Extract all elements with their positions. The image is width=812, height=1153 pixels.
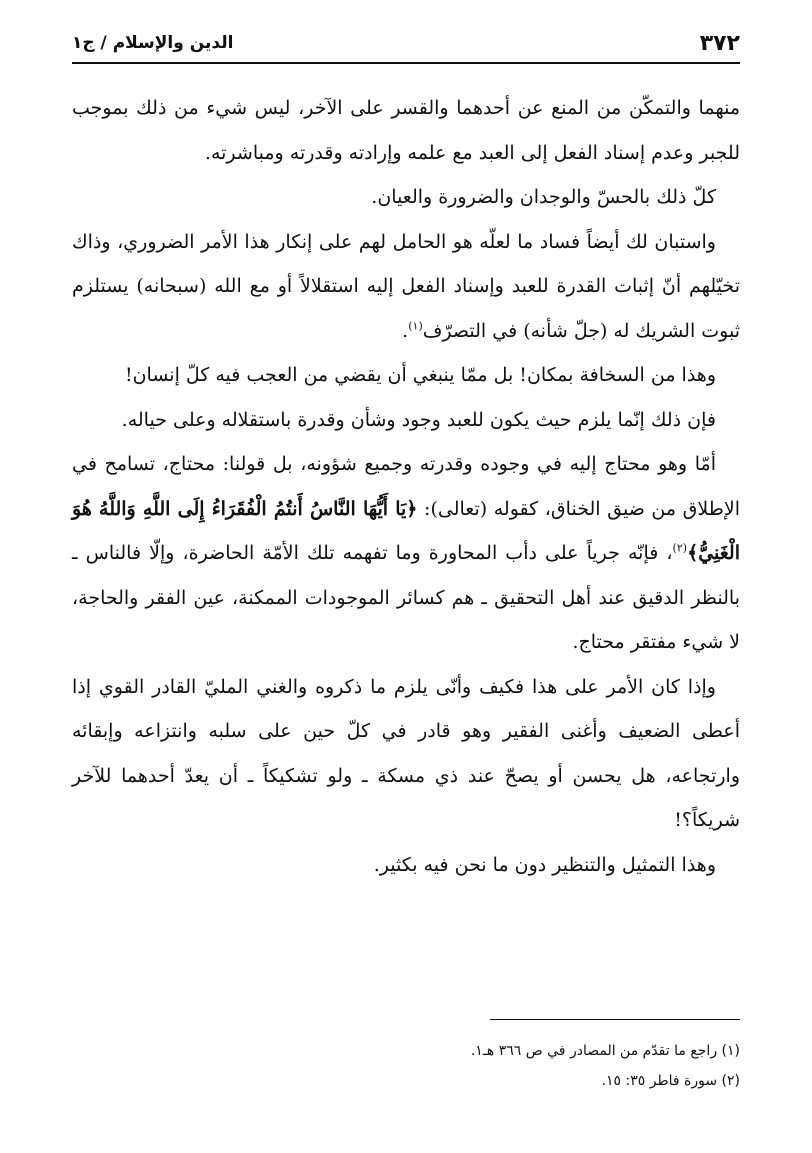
paragraph-6 (72, 442, 740, 665)
paragraph-3-text: واستبان لك أيضاً فساد ما لعلّه هو الحامل لهم على إنكار هذا الأمر الضروري، وذاك تخيّلهم أنّ إثبات القدرة للعبد وإسناد الفعل إليه استقلالاً أو مع الله (سبحانه) يستلزم ثبوت الشريك له (جلّ شأنه) في التصرّف (72, 230, 740, 342)
running-title: الدين والإسلام / ج١ (72, 33, 234, 53)
paragraph-5: فإن ذلك إنّما يلزم حيث يكون للعبد وجود وشأن وقدرة باستقلاله وعلى حياله. (121, 408, 716, 431)
page-header (72, 26, 740, 60)
footnote-2: (٢) سورة فاطر ٣٥: ١٥. (601, 1073, 740, 1089)
footnote-1: (١) راجع ما تقدّم من المصادر في ص ٣٦٦ هـ١. (470, 1043, 740, 1059)
paragraph-4: وهذا من السخافة بمكان! بل ممّا ينبغي أن يقضي من العجب فيه كلّ إنسان! (124, 364, 716, 386)
paragraph-1: منهما والتمكّن من المنع عن أحدهما والقسر على الآخر، ليس شيء من ذلك بموجب للجبر وعدم إسناد الفعل إلى العبد مع علمه وإرادته وقدرته ومباشرته. (72, 97, 740, 164)
paragraph-3-end: . (402, 319, 409, 342)
paragraph-6-end: ، فإنّه جرياً على دأب المحاورة وما تفهمه تلك الأمّة الحاضرة، وإلّا فالناس ـ بالنظر الدقيق عند أهل التحقيق ـ هم كسائر الموجودات الممكنة، عين الفقر والحاجة، لا شيء مفتقر محتاج. (72, 542, 740, 653)
main-text (72, 86, 740, 887)
paragraph-2: كلّ ذلك بالحسّ والوجدان والضرورة والعيان. (371, 186, 716, 208)
paragraph-6-text: أمّا وهو محتاج إليه في وجوده وقدرته وجميع شؤونه، بل قولنا: محتاج، تسامح في الإطلاق من ضيق الخناق، كقوله (تعالى): (72, 453, 740, 520)
footnote-ref-1[interactable]: (١) (408, 319, 423, 333)
footnote-ref-2[interactable]: (٢) (672, 541, 688, 555)
page-number: ٣٧٢ (699, 30, 740, 56)
paragraph-8: وهذا التمثيل والتنظير دون ما نحن فيه بكثير. (373, 853, 716, 876)
quran-verse: ﴿يَا أَيُّهَا النَّاسُ أَنتُمُ الْفُقَرَاءُ إِلَى اللَّهِ وَاللَّهُ هُوَ الْغَنِيُّ﴾ (72, 497, 740, 564)
footnotes (72, 1036, 740, 1096)
paragraph-3 (72, 220, 740, 354)
footnote-separator (490, 1019, 740, 1020)
header-rule (72, 62, 740, 64)
paragraph-7: وإذا كان الأمر على هذا فكيف وأنّى يلزم ما ذكروه والغني المليّ القادر القوي إذا أعطى الضعيف وأغنى الفقير وهو قادر في كلّ حين على سلبه وانتزاعه وإبقائه وارتجاعه، هل يحسن أو يصحّ عند ذي مسكة ـ ولو تشكيكاً ـ أن يعدّ أحدهما للآخر شريكاً؟! (72, 675, 740, 831)
